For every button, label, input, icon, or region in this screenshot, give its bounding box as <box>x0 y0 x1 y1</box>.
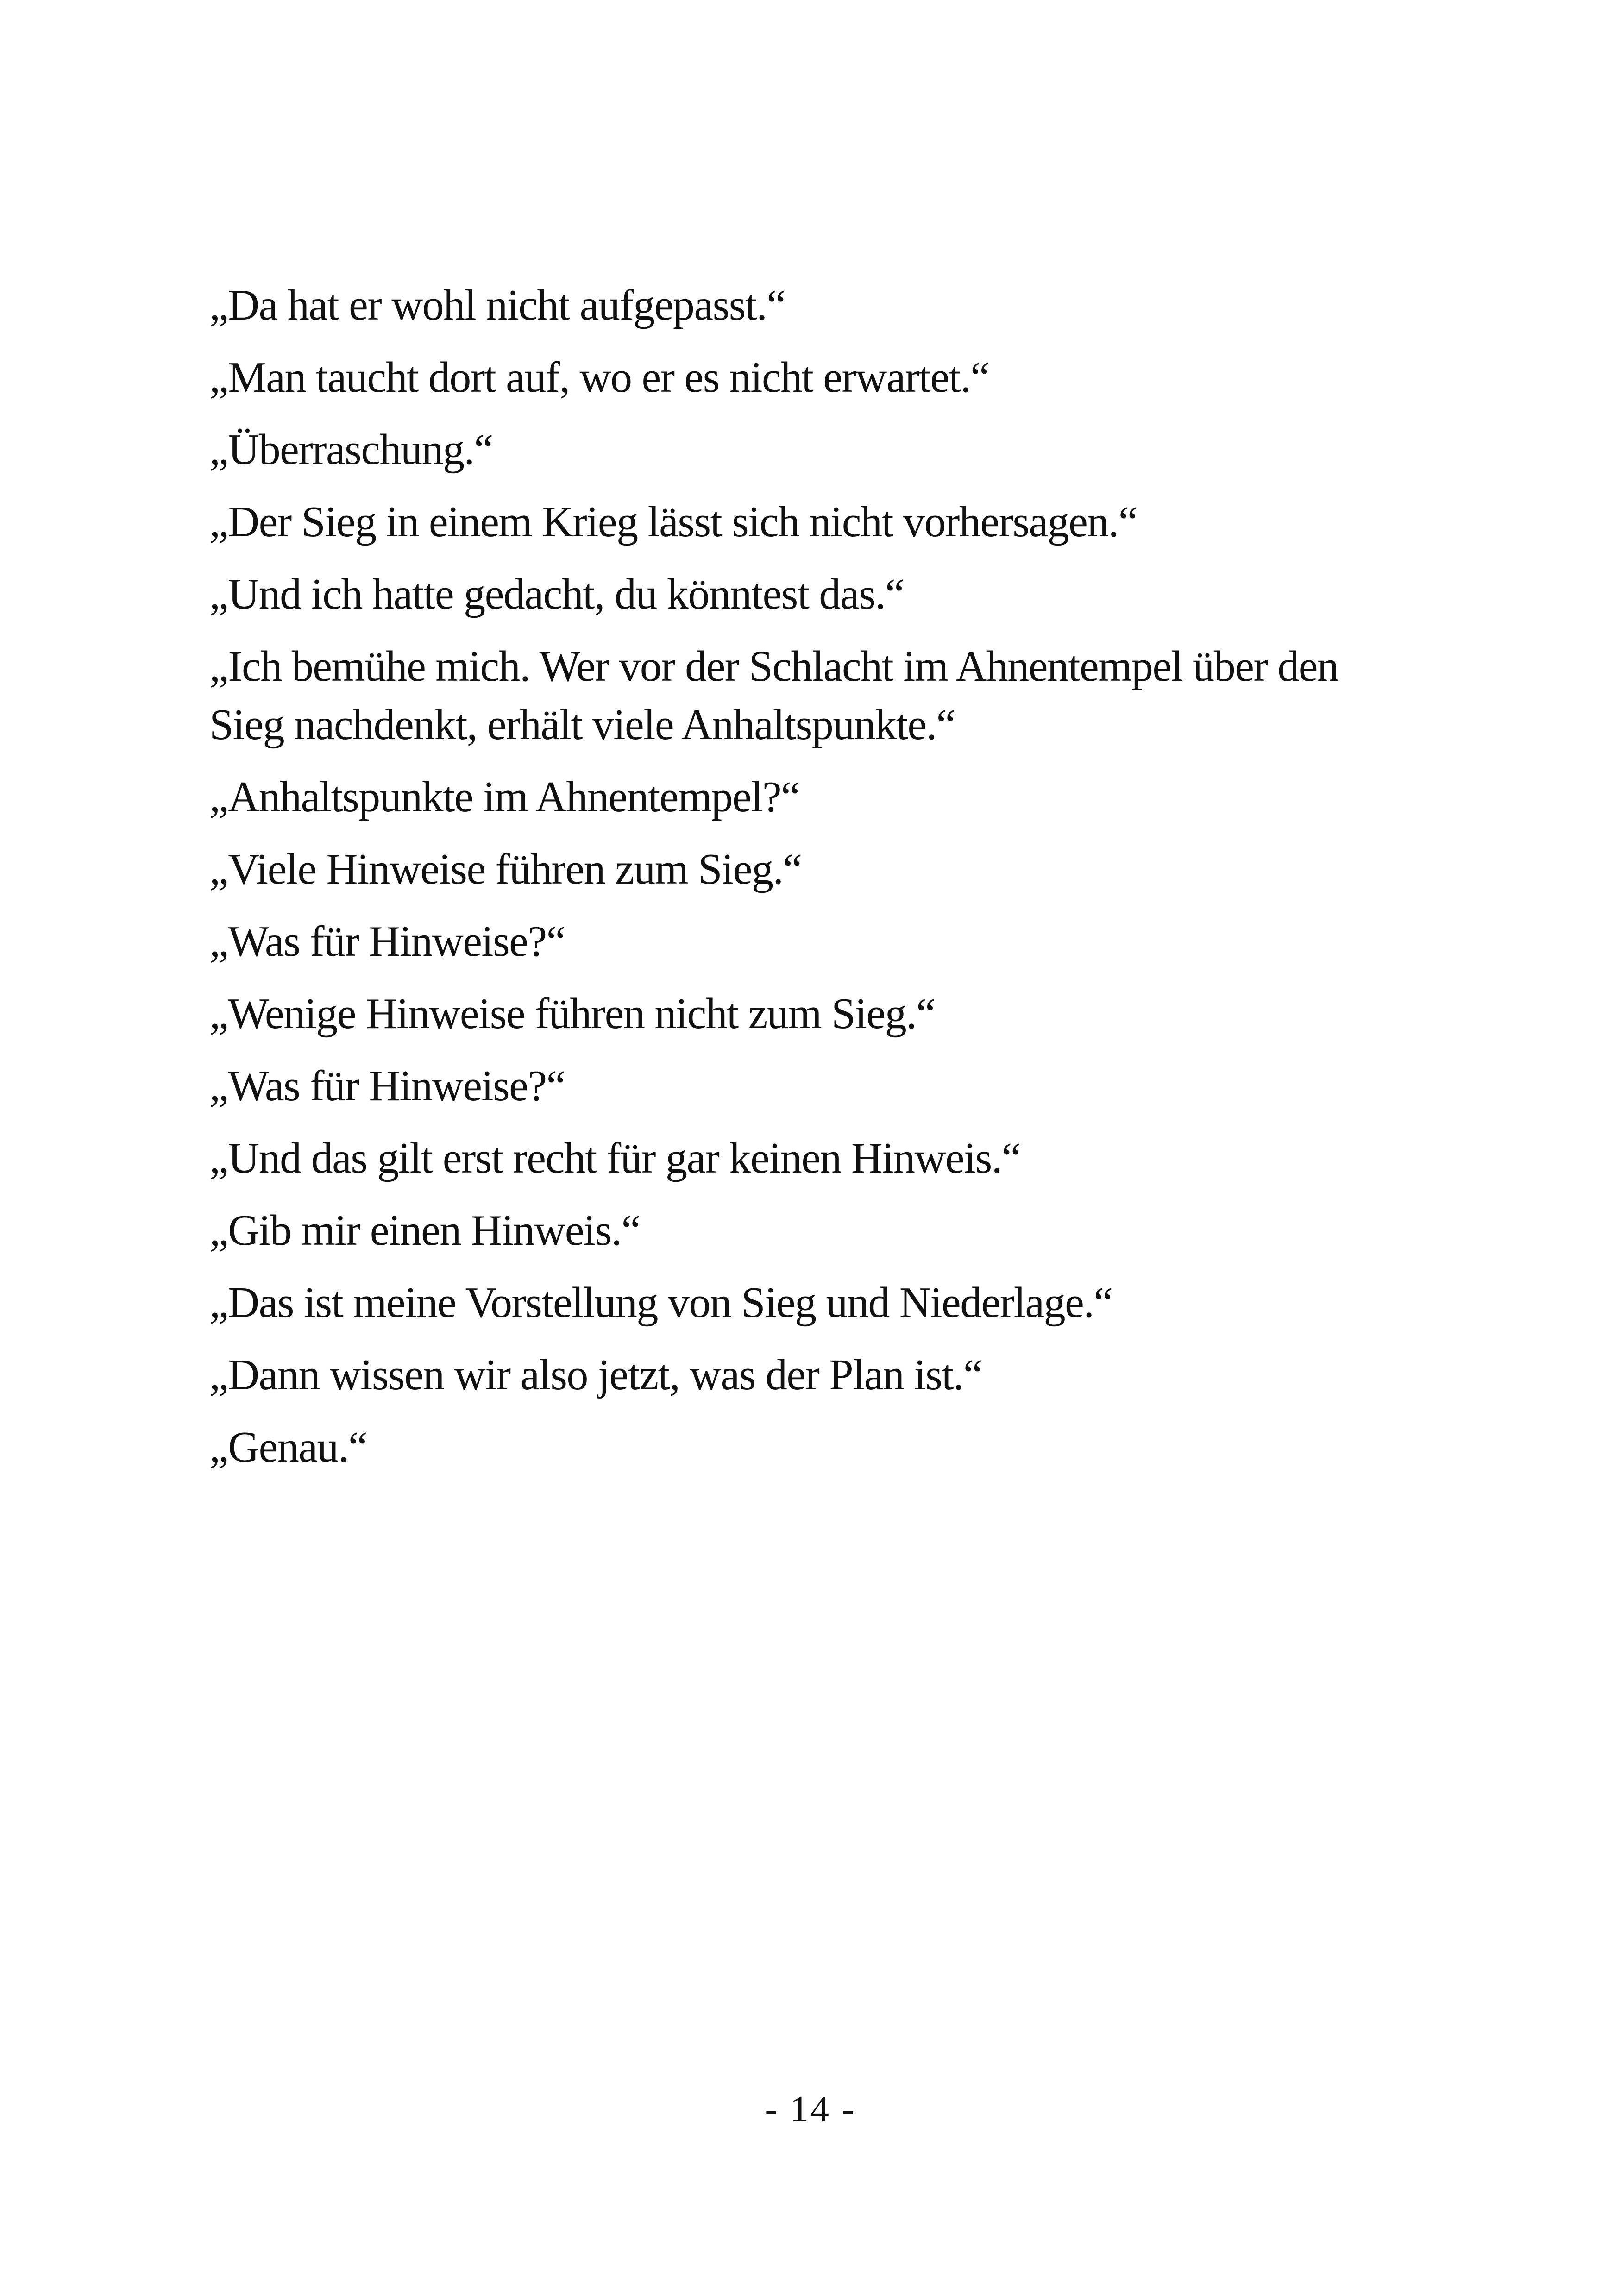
dialogue-text <box>209 276 1423 1490</box>
dialogue-line: „Anhaltspunkte im Ahnentempel?“ <box>209 773 800 821</box>
dialogue-line: „Und ich hatte gedacht, du könntest das.“ <box>209 570 904 618</box>
dialogue-line: „Was für Hinweise?“ <box>209 917 565 966</box>
dialogue-line: „Das ist meine Vorstellung von Sieg und Niederlage.“ <box>209 1279 1112 1327</box>
dialogue-line: „Wenige Hinweise führen nicht zum Sieg.“ <box>209 990 935 1038</box>
dialogue-line: „Dann wissen wir also jetzt, was der Plan ist.“ <box>209 1351 982 1399</box>
dialogue-line: „Überraschung.“ <box>209 426 493 474</box>
dialogue-line: „Da hat er wohl nicht aufgepasst.“ <box>209 281 785 329</box>
page-number: - 14 - <box>765 2089 856 2130</box>
dialogue-line: „Was für Hinweise?“ <box>209 1062 565 1110</box>
dialogue-line: „Man taucht dort auf, wo er es nicht erwartet.“ <box>209 353 989 401</box>
dialogue-line: „Und das gilt erst recht für gar keinen Hinweis.“ <box>209 1134 1021 1182</box>
dialogue-line: „Ich bemühe mich. Wer vor der Schlacht im Ahnentempel über den Sieg nachdenkt, erhält viele Anhaltspunkte.“ <box>209 642 1338 749</box>
dialogue-line: „Gib mir einen Hinweis.“ <box>209 1206 640 1255</box>
dialogue-line: „Genau.“ <box>209 1423 367 1471</box>
dialogue-line: „Der Sieg in einem Krieg lässt sich nicht vorhersagen.“ <box>209 498 1137 546</box>
dialogue-line: „Viele Hinweise führen zum Sieg.“ <box>209 845 802 893</box>
